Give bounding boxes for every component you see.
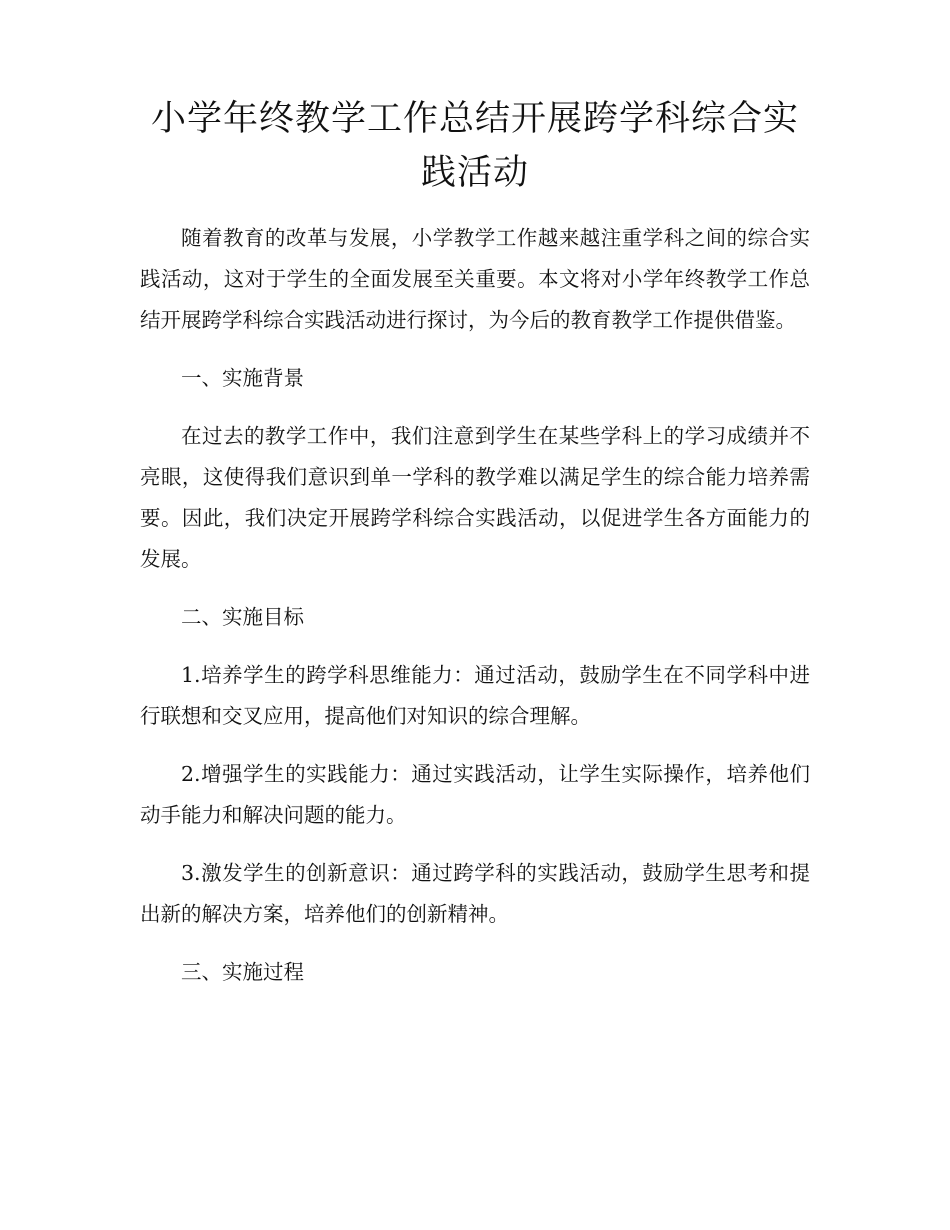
goal-item-1: 1.培养学生的跨学科思维能力：通过活动，鼓励学生在不同学科中进行联想和交叉应用，提高他们对知识的综合理解。 (140, 663, 810, 728)
background-paragraph: 在过去的教学工作中，我们注意到学生在某些学科上的学习成绩并不亮眼，这使得我们意识到单一学科的教学难以满足学生的综合能力培养需要。因此，我们决定开展跨学科综合实践活动，以促进学生各方面能力的发展。 (140, 424, 810, 571)
document-title: 小学年终教学工作总结开展跨学科综合实践活动 (150, 99, 799, 193)
section-heading-goals: 二、实施目标 (181, 605, 304, 629)
section-heading-process: 三、实施过程 (181, 960, 304, 984)
goal-item-2: 2.增强学生的实践能力：通过实践活动，让学生实际操作，培养他们动手能力和解决问题的能力。 (140, 762, 810, 827)
section-heading-background: 一、实施背景 (181, 366, 304, 390)
goal-item-3: 3.激发学生的创新意识：通过跨学科的实践活动，鼓励学生思考和提出新的解决方案，培养他们的创新精神。 (140, 861, 810, 926)
intro-paragraph: 随着教育的改革与发展，小学教学工作越来越注重学科之间的综合实践活动，这对于学生的全面发展至关重要。本文将对小学年终教学工作总结开展跨学科综合实践活动进行探讨，为今后的教育教学工作提供借鉴。 (140, 226, 810, 332)
